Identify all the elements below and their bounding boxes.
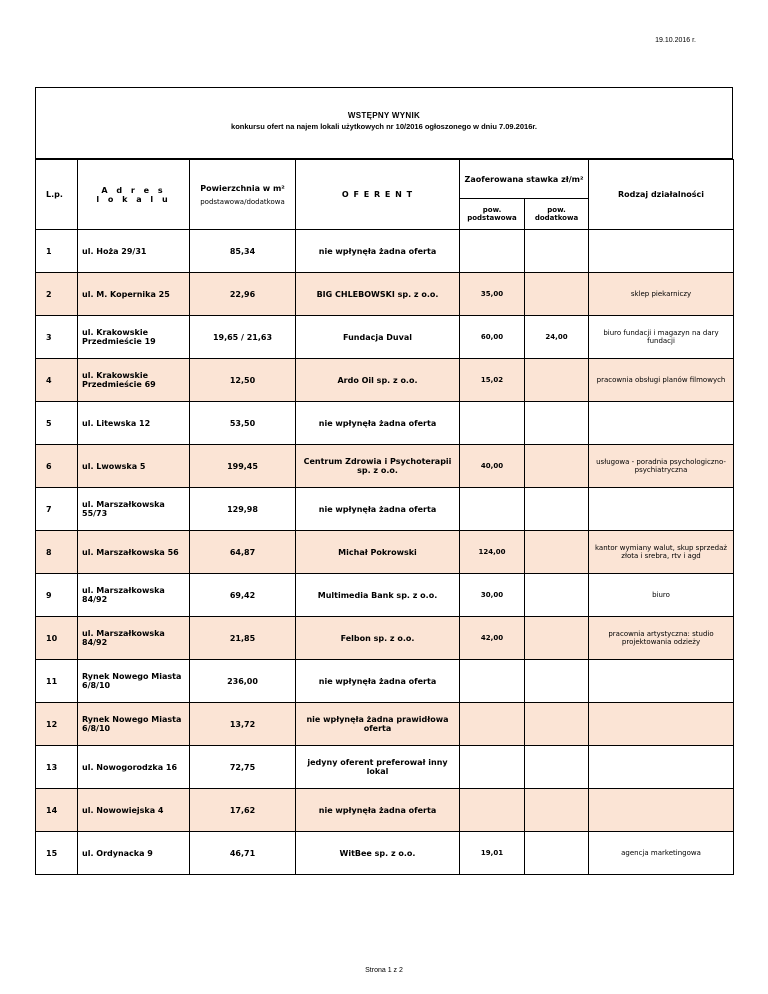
row-rate-extra	[525, 660, 589, 703]
row-oferent: jedyny oferent preferował inny lokal	[296, 746, 460, 789]
row-address: ul. Marszałkowska 56	[78, 531, 190, 574]
row-kind: pracownia obsługi planów filmowych	[589, 359, 734, 402]
row-address: ul. Krakowskie Przedmieście 69	[78, 359, 190, 402]
row-address: ul. Litewska 12	[78, 402, 190, 445]
row-lp: 4	[36, 359, 78, 402]
row-kind: biuro fundacji i magazyn na dary fundacji	[589, 316, 734, 359]
row-area: 85,34	[190, 230, 296, 273]
row-rate-basic: 15,02	[460, 359, 525, 402]
table-row	[36, 789, 734, 832]
header-kind: Rodzaj działalności	[589, 160, 734, 230]
row-area: 12,50	[190, 359, 296, 402]
row-oferent: nie wpłynęła żadna oferta	[296, 488, 460, 531]
row-rate-extra	[525, 789, 589, 832]
row-rate-basic: 60,00	[460, 316, 525, 359]
row-rate-extra	[525, 746, 589, 789]
results-table	[35, 159, 734, 875]
row-oferent: nie wpłynęła żadna oferta	[296, 402, 460, 445]
row-area: 21,85	[190, 617, 296, 660]
row-rate-basic: 35,00	[460, 273, 525, 316]
row-area: 13,72	[190, 703, 296, 746]
row-area: 19,65 / 21,63	[190, 316, 296, 359]
row-address: ul. Krakowskie Przedmieście 19	[78, 316, 190, 359]
row-lp: 2	[36, 273, 78, 316]
row-lp: 5	[36, 402, 78, 445]
row-oferent: Centrum Zdrowia i Psychoterapii sp. z o.o.	[296, 445, 460, 488]
row-kind: usługowa - poradnia psychologiczno-psychiatryczna	[589, 445, 734, 488]
row-rate-basic	[460, 402, 525, 445]
row-rate-basic	[460, 789, 525, 832]
row-area: 129,98	[190, 488, 296, 531]
row-oferent: nie wpłynęła żadna oferta	[296, 660, 460, 703]
row-area: 46,71	[190, 832, 296, 875]
row-rate-extra	[525, 445, 589, 488]
row-lp: 3	[36, 316, 78, 359]
table-row	[36, 402, 734, 445]
row-rate-extra	[525, 273, 589, 316]
row-rate-basic: 40,00	[460, 445, 525, 488]
row-kind	[589, 746, 734, 789]
row-rate-extra: 24,00	[525, 316, 589, 359]
row-rate-extra	[525, 703, 589, 746]
row-address: Rynek Nowego Miasta 6/8/10	[78, 660, 190, 703]
row-rate-basic: 19,01	[460, 832, 525, 875]
row-address: ul. Ordynacka 9	[78, 832, 190, 875]
row-lp: 8	[36, 531, 78, 574]
row-lp: 1	[36, 230, 78, 273]
row-lp: 14	[36, 789, 78, 832]
row-oferent: Multimedia Bank sp. z o.o.	[296, 574, 460, 617]
header-row	[36, 160, 734, 199]
row-oferent: Ardo Oil sp. z o.o.	[296, 359, 460, 402]
document-title: WSTĘPNY WYNIK	[347, 111, 421, 120]
header-area	[190, 160, 296, 230]
row-rate-extra	[525, 531, 589, 574]
row-lp: 15	[36, 832, 78, 875]
row-address: ul. Marszałkowska 84/92	[78, 574, 190, 617]
row-kind: pracownia artystyczna: studio projektowania odzieży	[589, 617, 734, 660]
header-area-sub: podstawowa/dodatkowa	[200, 197, 285, 206]
page-footer: Strona 1 z 2	[365, 967, 403, 974]
row-rate-extra	[525, 617, 589, 660]
table-body	[36, 230, 734, 875]
row-oferent: nie wpłynęła żadna oferta	[296, 230, 460, 273]
row-address: ul. Marszałkowska 55/73	[78, 488, 190, 531]
row-rate-basic	[460, 230, 525, 273]
row-kind: sklep piekarniczy	[589, 273, 734, 316]
row-area: 236,00	[190, 660, 296, 703]
header-rate: Zaoferowana stawka zł/m²	[460, 160, 589, 199]
row-kind	[589, 230, 734, 273]
row-kind	[589, 703, 734, 746]
row-address: ul. Marszałkowska 84/92	[78, 617, 190, 660]
row-oferent: Michał Pokrowski	[296, 531, 460, 574]
row-area: 17,62	[190, 789, 296, 832]
header-address-line2: l o k a l u	[96, 194, 171, 204]
row-rate-extra	[525, 402, 589, 445]
row-rate-basic	[460, 746, 525, 789]
header-lp: L.p.	[36, 160, 78, 230]
row-address: ul. Lwowska 5	[78, 445, 190, 488]
row-kind: agencja marketingowa	[589, 832, 734, 875]
header-oferent: O F E R E N T	[296, 160, 460, 230]
row-lp: 11	[36, 660, 78, 703]
document-subtitle: konkursu ofert na najem lokali użytkowych nr 10/2016 ogłoszonego w dniu 7.09.2016r.	[231, 122, 537, 131]
row-kind	[589, 660, 734, 703]
row-lp: 7	[36, 488, 78, 531]
row-area: 22,96	[190, 273, 296, 316]
table-row	[36, 660, 734, 703]
row-rate-basic: 124,00	[460, 531, 525, 574]
row-address: ul. Nowowiejska 4	[78, 789, 190, 832]
row-oferent: WitBee sp. z o.o.	[296, 832, 460, 875]
row-kind: kantor wymiany walut, skup sprzedaż złota i srebra, rtv i agd	[589, 531, 734, 574]
row-area: 72,75	[190, 746, 296, 789]
row-rate-basic	[460, 703, 525, 746]
row-kind	[589, 789, 734, 832]
row-area: 69,42	[190, 574, 296, 617]
table-row	[36, 703, 734, 746]
row-rate-basic: 30,00	[460, 574, 525, 617]
title-box	[35, 87, 733, 159]
table-row	[36, 531, 734, 574]
table-row	[36, 832, 734, 875]
header-address	[78, 160, 190, 230]
row-kind	[589, 488, 734, 531]
header-rate-basic: pow. podstawowa	[460, 199, 525, 230]
row-area: 199,45	[190, 445, 296, 488]
row-oferent: nie wpłynęła żadna prawidłowa oferta	[296, 703, 460, 746]
row-oferent: nie wpłynęła żadna oferta	[296, 789, 460, 832]
row-lp: 13	[36, 746, 78, 789]
table-row	[36, 445, 734, 488]
row-rate-basic	[460, 660, 525, 703]
table-row	[36, 574, 734, 617]
row-area: 64,87	[190, 531, 296, 574]
table-row	[36, 617, 734, 660]
row-lp: 10	[36, 617, 78, 660]
document-date: 19.10.2016 r.	[655, 37, 696, 44]
row-rate-basic: 42,00	[460, 617, 525, 660]
row-rate-extra	[525, 832, 589, 875]
row-oferent: Felbon sp. z o.o.	[296, 617, 460, 660]
row-address: ul. Nowogorodzka 16	[78, 746, 190, 789]
table-row	[36, 273, 734, 316]
row-address: Rynek Nowego Miasta 6/8/10	[78, 703, 190, 746]
row-lp: 6	[36, 445, 78, 488]
row-rate-extra	[525, 574, 589, 617]
table-row	[36, 230, 734, 273]
table-row	[36, 488, 734, 531]
row-area: 53,50	[190, 402, 296, 445]
row-address: ul. Hoża 29/31	[78, 230, 190, 273]
table-row	[36, 316, 734, 359]
table-row	[36, 746, 734, 789]
header-address-line1: A d r e s	[101, 185, 166, 195]
row-kind: biuro	[589, 574, 734, 617]
row-rate-extra	[525, 488, 589, 531]
row-kind	[589, 402, 734, 445]
row-address: ul. M. Kopernika 25	[78, 273, 190, 316]
row-rate-extra	[525, 359, 589, 402]
table-row	[36, 359, 734, 402]
header-area-label: Powierzchnia w m²	[200, 183, 285, 193]
row-lp: 12	[36, 703, 78, 746]
row-rate-basic	[460, 488, 525, 531]
header-rate-extra: pow. dodatkowa	[525, 199, 589, 230]
row-oferent: Fundacja Duval	[296, 316, 460, 359]
row-lp: 9	[36, 574, 78, 617]
row-rate-extra	[525, 230, 589, 273]
row-oferent: BIG CHLEBOWSKI sp. z o.o.	[296, 273, 460, 316]
